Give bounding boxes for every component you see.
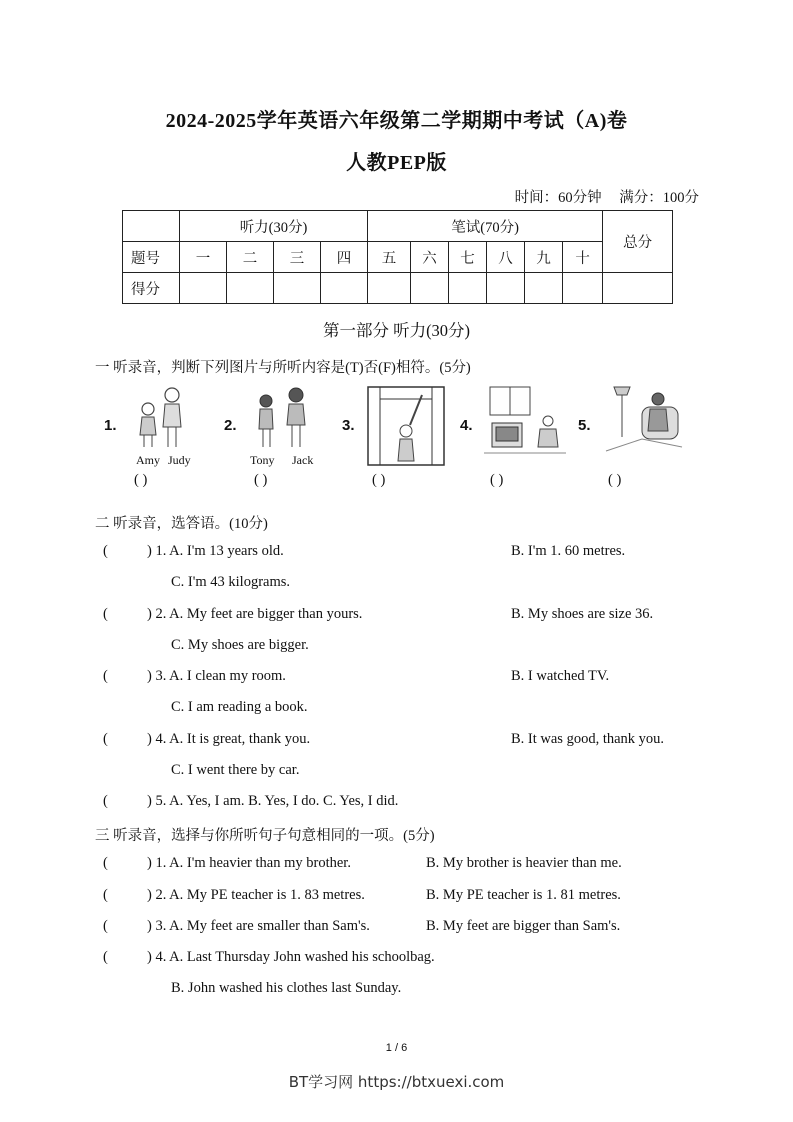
s2-q1-c: C. I'm 43 kilograms. xyxy=(171,574,291,590)
time-limit: 时间：60分钟 xyxy=(514,190,602,206)
score-cell[interactable] xyxy=(227,273,274,304)
question-number: 九 xyxy=(525,242,563,273)
score-label: 得分 xyxy=(123,273,180,304)
s2-q1-a: ( ) 1. A. I'm 13 years old. xyxy=(103,543,284,559)
caption-jack: Jack xyxy=(292,453,314,467)
s2-q3-a: ( ) 3. A. I clean my room. xyxy=(103,668,286,684)
exam-meta xyxy=(501,186,699,207)
s3-q2-b: B. My PE teacher is 1. 81 metres. xyxy=(426,887,621,903)
score-table-corner xyxy=(123,211,180,242)
s2-q3-b: B. I watched TV. xyxy=(511,668,610,684)
question-number: 六 xyxy=(411,242,449,273)
two-boys-illustration xyxy=(248,385,318,455)
score-cell[interactable] xyxy=(321,273,368,304)
picture-row xyxy=(98,385,698,495)
s2-q5-a: ( ) 5. A. Yes, I am. B. Yes, I do. C. Yes, I did. xyxy=(103,793,399,809)
picture-number: 3. xyxy=(342,417,355,434)
living-room-tv-illustration xyxy=(484,385,566,457)
picture-number: 1. xyxy=(104,417,117,434)
answer-blank[interactable]: ( ) xyxy=(608,472,622,488)
question-number: 五 xyxy=(368,242,411,273)
picture-4 xyxy=(454,385,564,495)
question-number: 一 xyxy=(180,242,227,273)
picture-5 xyxy=(572,385,682,495)
s3-q2-a: ( ) 2. A. My PE teacher is 1. 83 metres. xyxy=(103,887,365,903)
s2-q2-c: C. My shoes are bigger. xyxy=(171,637,309,653)
score-cell[interactable] xyxy=(368,273,411,304)
s3-q1-b: B. My brother is heavier than me. xyxy=(426,855,622,871)
score-table xyxy=(122,210,673,304)
s2-q4-b: B. It was good, thank you. xyxy=(511,731,665,747)
picture-2 xyxy=(218,385,328,495)
section1-heading: 一 听录音，判断下列图片与所听内容是(T)否(F)相符。(5分) xyxy=(95,360,471,376)
answer-blank[interactable]: ( ) xyxy=(134,472,148,488)
question-number-label: 题号 xyxy=(123,242,180,273)
s3-q1-a: ( ) 1. A. I'm heavier than my brother. xyxy=(103,855,351,871)
question-number: 七 xyxy=(449,242,487,273)
listening-header: 听力(30分) xyxy=(180,211,368,242)
section3-heading: 三 听录音，选择与你所听句子句意相同的一项。(5分) xyxy=(95,828,435,844)
s2-q4-a: ( ) 4. A. It is great, thank you. xyxy=(103,731,311,747)
writing-header: 笔试(70分) xyxy=(368,211,603,242)
picture-1 xyxy=(98,385,208,495)
woman-in-armchair-illustration xyxy=(602,385,684,457)
caption-tony: Tony xyxy=(250,453,275,467)
site-watermark[interactable]: BT学习网 https://btxuexi.com xyxy=(288,1073,505,1091)
s3-q3-b: B. My feet are bigger than Sam's. xyxy=(426,918,621,934)
total-score-cell[interactable] xyxy=(603,273,673,304)
picture-number: 4. xyxy=(460,417,473,434)
exam-subtitle: 人教PEP版 xyxy=(346,152,447,174)
girl-at-wardrobe-illustration xyxy=(366,385,446,467)
s3-q4-a: ( ) 4. A. Last Thursday John washed his schoolbag. xyxy=(103,949,435,965)
picture-number: 2. xyxy=(224,417,237,434)
total-header: 总分 xyxy=(603,211,673,273)
picture-3 xyxy=(336,385,446,495)
exam-title: 2024-2025学年英语六年级第二学期期中考试（A)卷 xyxy=(165,110,628,132)
caption-amy: Amy xyxy=(136,453,160,467)
s2-q1-b: B. I'm 1. 60 metres. xyxy=(511,543,626,559)
caption-judy: Judy xyxy=(168,453,191,467)
score-cell[interactable] xyxy=(449,273,487,304)
score-cell[interactable] xyxy=(274,273,321,304)
s2-q3-c: C. I am reading a book. xyxy=(171,699,308,715)
s3-q3-a: ( ) 3. A. My feet are smaller than Sam's. xyxy=(103,918,370,934)
question-number: 四 xyxy=(321,242,368,273)
two-girls-illustration xyxy=(128,385,198,455)
score-cell[interactable] xyxy=(487,273,525,304)
s2-q2-b: B. My shoes are size 36. xyxy=(511,606,654,622)
part-title: 第一部分 听力(30分) xyxy=(322,321,471,340)
question-number: 三 xyxy=(274,242,321,273)
page-number: 1 / 6 xyxy=(385,1042,408,1054)
score-cell[interactable] xyxy=(180,273,227,304)
s2-q4-c: C. I went there by car. xyxy=(171,762,300,778)
full-score: 满分：100分 xyxy=(619,190,699,206)
answer-blank[interactable]: ( ) xyxy=(372,472,386,488)
score-cell[interactable] xyxy=(411,273,449,304)
question-number: 八 xyxy=(487,242,525,273)
s3-q4-b: B. John washed his clothes last Sunday. xyxy=(171,980,402,996)
question-number: 二 xyxy=(227,242,274,273)
score-cell[interactable] xyxy=(525,273,563,304)
s2-q2-a: ( ) 2. A. My feet are bigger than yours. xyxy=(103,606,363,622)
score-cell[interactable] xyxy=(563,273,603,304)
question-number: 十 xyxy=(563,242,603,273)
picture-number: 5. xyxy=(578,417,591,434)
section2-heading: 二 听录音，选答语。(10分) xyxy=(95,516,268,532)
answer-blank[interactable]: ( ) xyxy=(490,472,504,488)
answer-blank[interactable]: ( ) xyxy=(254,472,268,488)
